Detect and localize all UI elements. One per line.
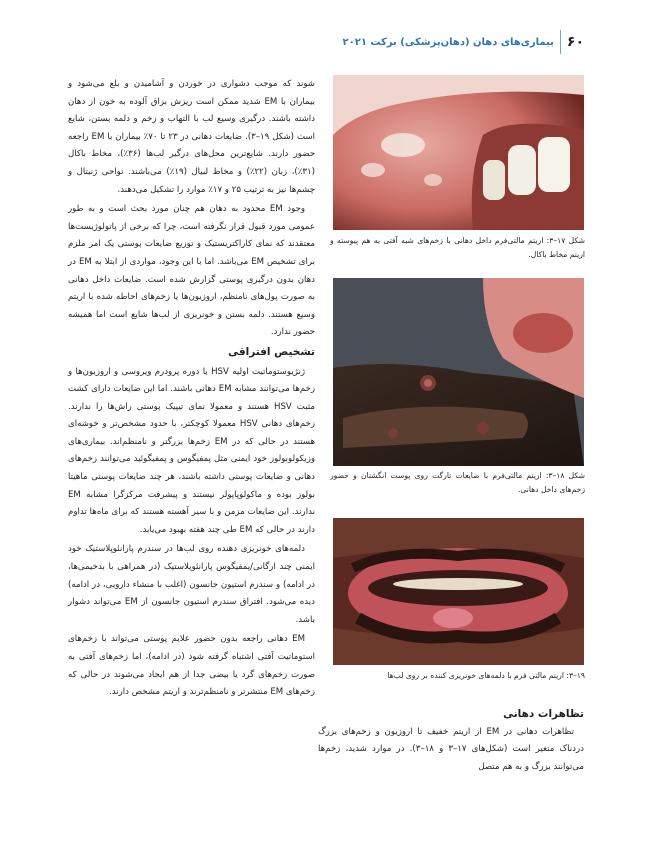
paragraph-4: دلمه‌های خونریزی دهنده روی لب‌ها در سندرم پارانئوپلاستیک خود ایمنی چند ارگانی/پمفیگوس پارانئوپلاستیک (در همراهی با بدخیمی‌ها، در ادامه) و سندرم استیون جانسون (اغلب با منشاء دارویی، در ادامه) دیده می‌شود. افتراق سندرم استیون جانسون از EM می‌تواند دشوار باشد. bbox=[68, 544, 315, 625]
right-text-section bbox=[318, 706, 584, 776]
figure-1-photo bbox=[333, 75, 584, 230]
right-paragraph-1: تظاهرات دهانی در EM از اریتم خفیف تا اروزیون و زخم‌های بزرگ دردناک متغیر است (شکل‌های ۱۷–۳ و ۱۸–۳). در موارد شدید، زخم‌ها می‌توانند بزرگ و به هم متصل bbox=[318, 726, 584, 772]
figure-2-caption: شکل ۱۸–۳: اریتم مالتی‌فرم با ضایعات تارگت روی پوست انگشتان و حضور زخم‌های داخل دهانی. bbox=[330, 471, 585, 494]
heading-differential-diagnosis: تشخیص افتراقی bbox=[228, 345, 315, 358]
oral-mucosa-image bbox=[333, 75, 584, 230]
crusted-lips-image bbox=[333, 518, 584, 665]
paragraph-2: وجود EM محدود به دهان هم چنان مورد بحث است و به طور عمومی مورد قبول قرار نگرفته است، چرا که برخی از پاتولوژیست‌ها معتقدند که نمای کاراکتریستیک و توزیع ضایعات پوستی یک امر ملزم برای تشخیص EM می‌باشد. اما با این وجود، مواردی از ابتلا به EM در دهان بدون درگیری پوستی گزارش شده است. ضایعات داخل دهانی به صورت پول‌های نامنظم، اروزیون‌ها یا زخم‌های احاطه شده با اریتم وسیع هستند. دلمه بستن و خونریزی از لب‌ها شایع است اما همیشه حضور ندارد. bbox=[68, 204, 315, 338]
header-divider bbox=[560, 30, 561, 54]
paragraph-5: EM دهانی راجعه بدون حضور علایم پوستی می‌تواند با زخم‌های استوماتیت آفتی اشتباه گرفته شود (در ادامه)، اما زخم‌های آفتی به صورت زخم‌های گرد یا بیضی جدا از هم ایجاد می‌شوند در حالی که زخم‌های EM منتشرتر و نامنظم‌ترند و اریتم مشخص دارند. bbox=[68, 634, 315, 698]
running-title: بیماری‌های دهان (دهان‌پزشکی) برکت ۲۰۲۱ bbox=[342, 36, 554, 48]
figure-3-photo bbox=[333, 518, 584, 665]
figure-2-photo bbox=[333, 278, 584, 466]
heading-oral-manifestations: تظاهرات دهانی bbox=[503, 708, 584, 720]
paragraph-3: ژنژیوستوماتیت اولیه HSV یا دوره پرودرم ویروسی و اروزیون‌ها و زخم‌ها می‌توانند مشابه EM دهانی باشند. اما این ضایعات دارای کشت مثبت HSV هستند و معمولا نمای تیپیک پوستی راش‌ها را ندارند. زخم‌های دهانی HSV معمولا کوچکتر، با حدود مشخص‌تر و خوشه‌ای هستند در حالی که در EM زخم‌ها بزرگتر و نامنظم‌اند. بیماری‌های وزیکولوبولوز خود ایمنی مثل پمفیگوس و پمفیگوئید می‌توانند زخم‌های دهانی و ضایعات پوستی داشته باشند، هر چند ضایعات پوستی ماهیتا بولوز بوده و ماکولوپاپولر نیستند و پیشرفت مرکزگرا مشابه EM ندارند. این ضایعات مزمن و با سیر آهسته هستند که برای ماه‌ها تداوم دارند در حالی که EM طی چند هفته بهبود می‌یابد. bbox=[68, 366, 316, 535]
finger-lesions-image bbox=[333, 278, 584, 466]
paragraph-1: شوند که موجب دشواری در خوردن و آشامیدن و بلع می‌شود و بیماران با EM شدید ممکن است ریزش بزاق آلوده به خون از دهان داشته باشند. درگیری وسیع لب با التهاب و زخم و دلمه بستن، شایع است (شکل ۱۹–۳). ضایعات دهانی در ۲۳ تا ۷۰٪ بیماران با EM راجعه حضور دارند. شایع‌ترین محل‌های درگیر لب‌ها (۳۶٪)، مخاط باکال (۳۱٪)، زبان (۲۲٪) و مخاط لبیال (۱۹٪) می‌باشند. نواحی ژنیتال و چشم‌ها نیز به ترتیب ۲۵ و ۱۷٪ موارد را تشکیل می‌دهند. bbox=[68, 79, 316, 195]
page-number: ۶۰ bbox=[566, 34, 584, 50]
left-text-column bbox=[68, 76, 315, 704]
page-header bbox=[332, 30, 584, 54]
figure-1-caption: شکل ۱۷–۳: اریتم مالتی‌فرم داخل دهانی با زخم‌های شبه آفتی به هم پیوسته و اریتم مخاط باکال. bbox=[330, 236, 585, 259]
figure-3-caption: ۱۹–۳: اریتم مالتی فرم با دلمه‌های خونریزی کننده بر روی لب‌ها bbox=[387, 671, 585, 680]
